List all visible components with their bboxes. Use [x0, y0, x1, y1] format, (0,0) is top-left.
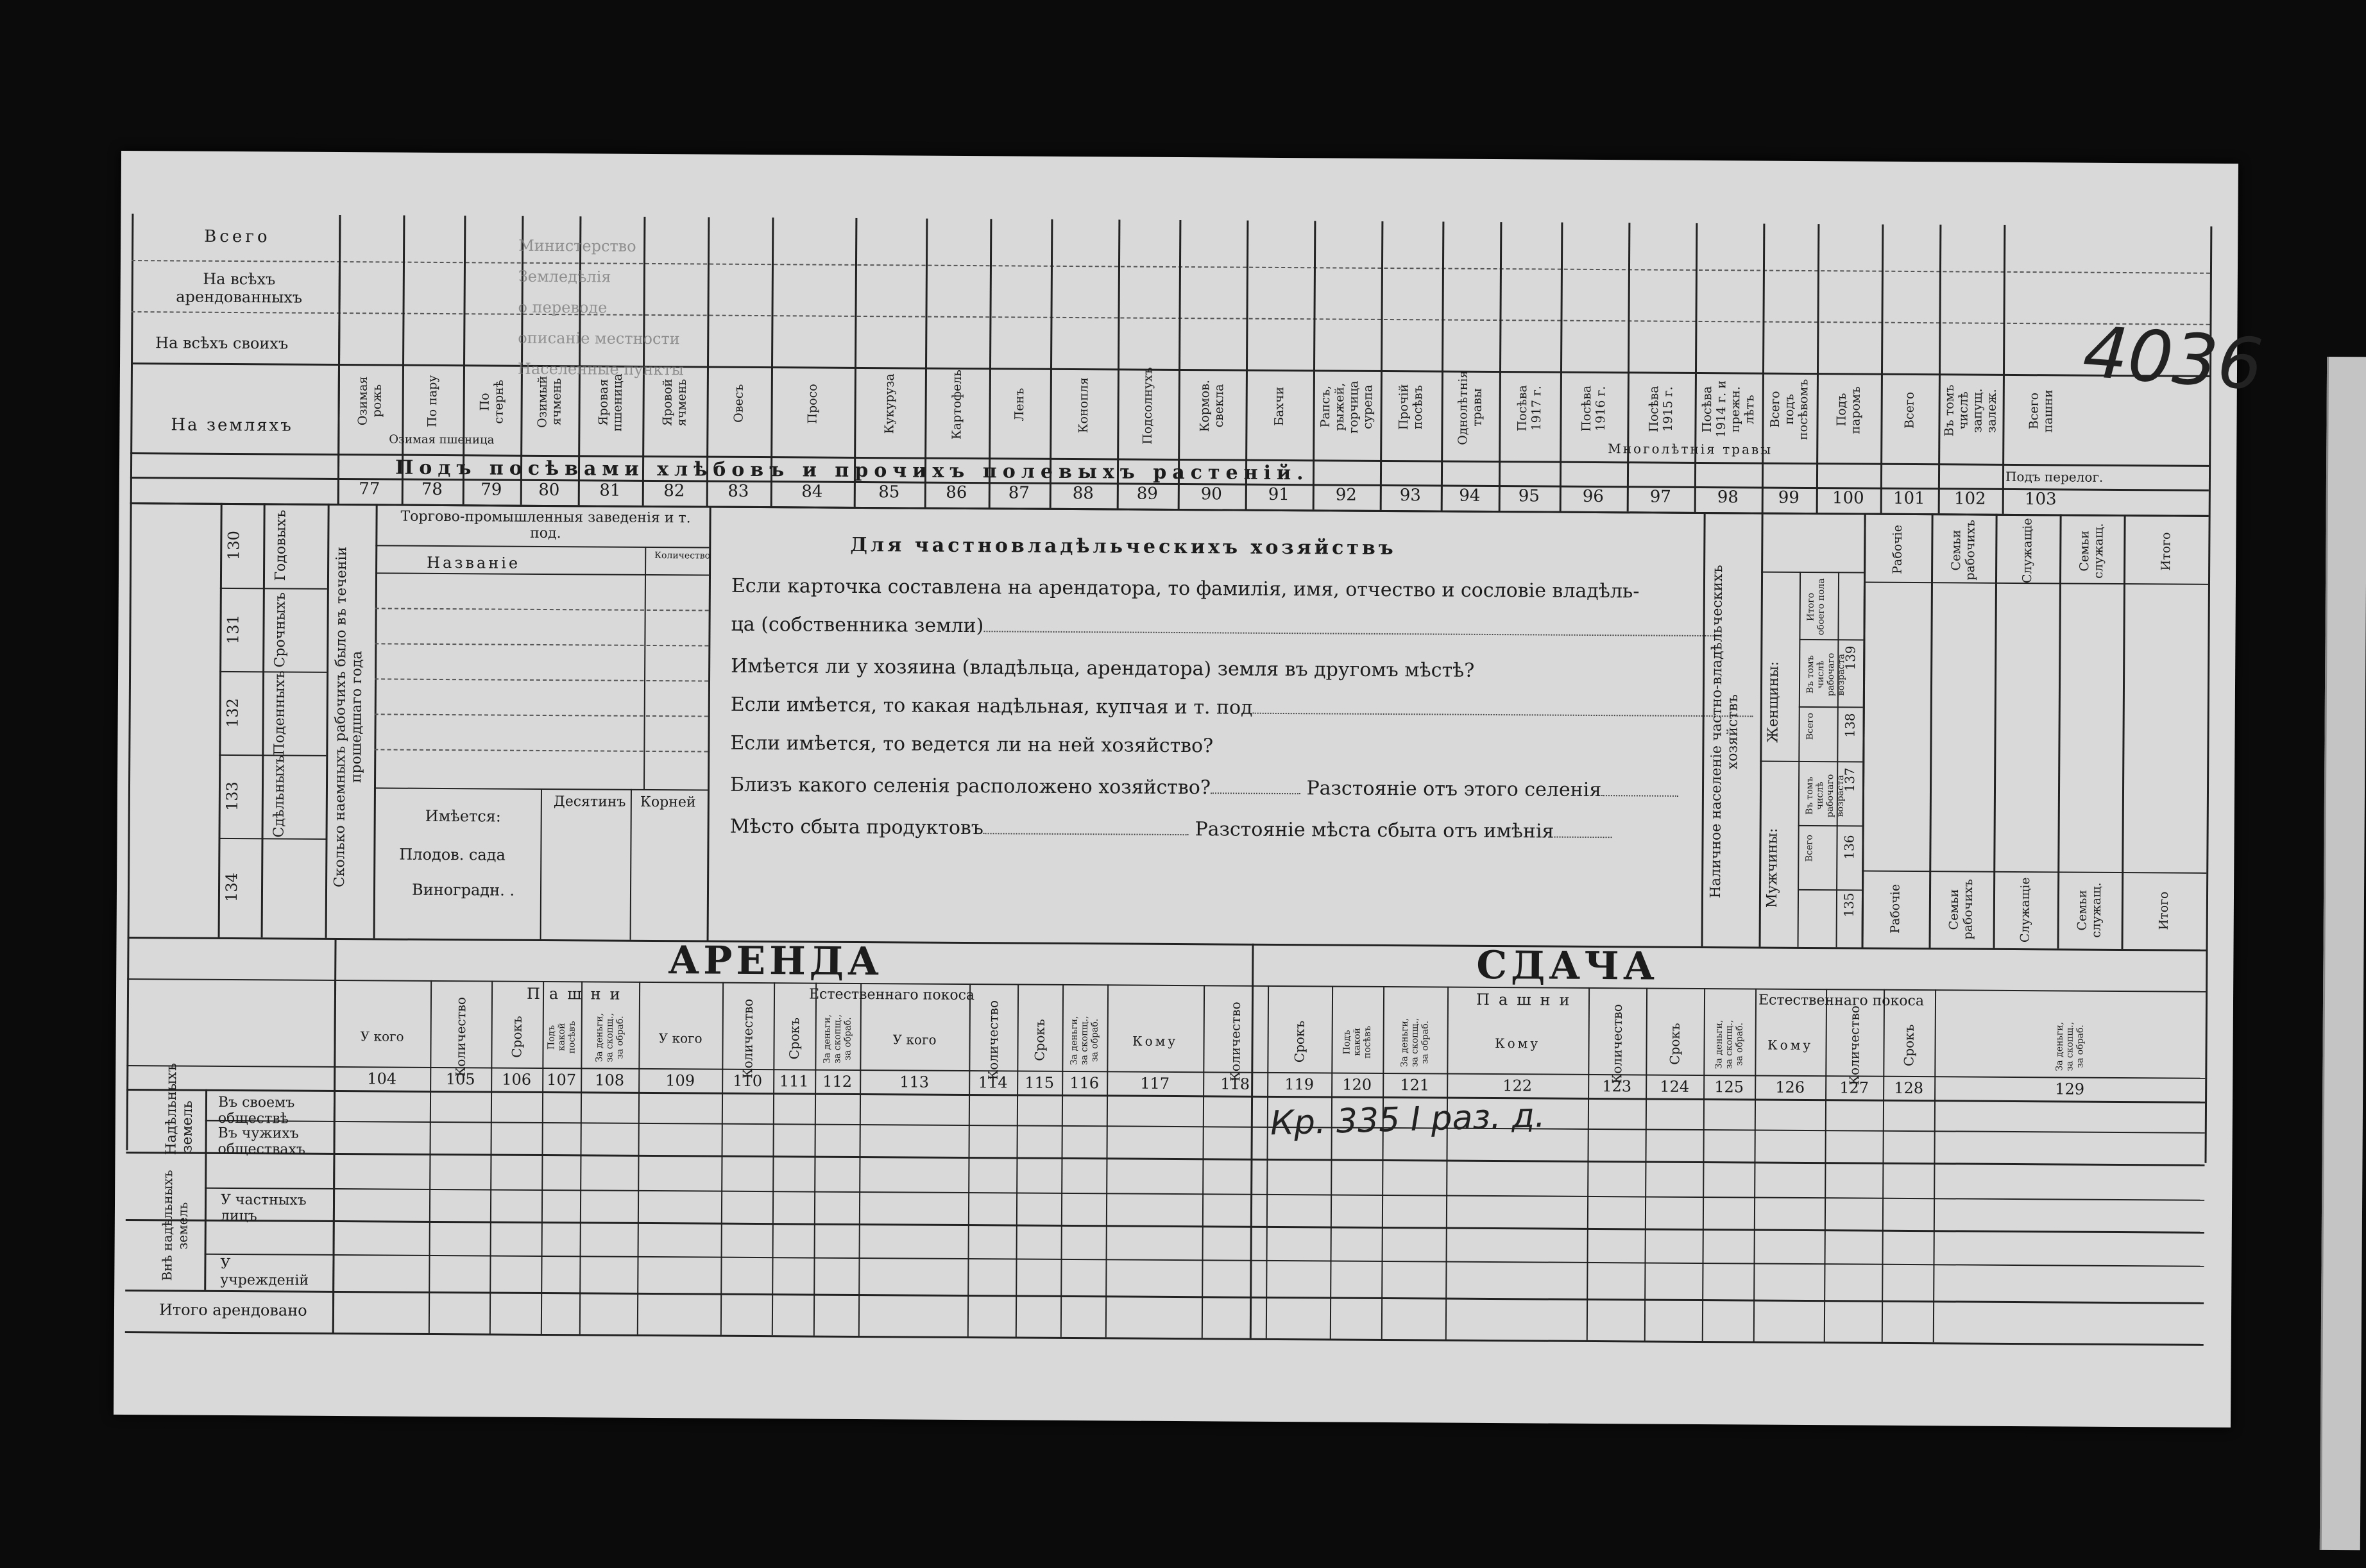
lease-col-header: За деньги, за скопщ., за обраб.: [594, 1012, 626, 1062]
lease-column-line: [1016, 984, 1019, 1336]
grid-line: [220, 588, 327, 590]
crop-number: 81: [599, 481, 621, 500]
crop-header: Бахчи: [1272, 386, 1287, 427]
grid-line: [127, 978, 2206, 993]
crop-number: 95: [1518, 486, 1540, 506]
population-number: 136: [1841, 835, 1857, 860]
itogo-label: Итого обоего пола: [1805, 578, 1827, 636]
lease-col-number: 120: [1342, 1075, 1372, 1094]
crop-number: 78: [421, 479, 443, 500]
crops-banner: Подъ посѣвами хлѣбовъ и прочихъ полевыхъ растеній.: [395, 456, 1309, 485]
lease-column-line: [967, 984, 971, 1336]
dashed-line: [375, 608, 709, 611]
crop-header: Овесъ: [731, 384, 746, 423]
lease-column-line: [1933, 989, 1936, 1342]
lease-column-line: [1202, 985, 1205, 1338]
population-number: 138: [1842, 713, 1858, 738]
lease-col-header: Кому: [1132, 1033, 1179, 1049]
women-label: Женщины:: [1765, 661, 1782, 743]
worker-col-label: Срочныхъ: [272, 592, 289, 668]
grid-line: [643, 547, 646, 790]
lease-col-header: Количество: [1846, 1005, 1862, 1086]
crop-header: Однолѣтнія травы: [1456, 370, 1485, 445]
question-owner-1: Если карточка составлена на арендатора, то фамилія, имя, отчество и сословіе владѣль-: [731, 574, 1640, 603]
staff-col-footer: Итого: [2156, 891, 2172, 930]
lease-column-line: [1060, 984, 1064, 1337]
grid-line: [707, 506, 711, 941]
lease-column-line: [1587, 987, 1590, 1340]
crop-header: Озимый ячмень: [535, 375, 564, 429]
lease-col-number: 108: [595, 1071, 625, 1089]
worker-col-label: Годовыхъ: [272, 509, 289, 581]
crop-number: 88: [1072, 484, 1094, 504]
crop-header: Всего подъ посѣвомъ: [1767, 379, 1811, 441]
arenda-pashni-label: Пашни: [526, 984, 629, 1003]
grid-line: [1798, 825, 1862, 827]
crop-header: Яровая пшеница: [596, 373, 625, 432]
lease-column-line: [813, 983, 817, 1336]
lease-column-line: [1882, 989, 1885, 1342]
lease-col-header: Подъ какой посѣвъ: [546, 1021, 577, 1054]
crop-header: По стернѣ: [477, 379, 506, 424]
grid-line: [1836, 572, 1840, 947]
lease-col-header: У кого: [360, 1028, 404, 1044]
grid-line: [325, 504, 330, 938]
grid-line: [1798, 889, 1862, 891]
crop-column-line: [1499, 222, 1502, 511]
row-chuzhikh-obshchestvakh: Въ чужихъ обществахъ: [217, 1125, 305, 1158]
arenda-heading: АРЕНДА: [668, 938, 883, 985]
lease-col-number: 116: [1069, 1073, 1100, 1093]
grid-line: [540, 788, 542, 939]
lease-col-header: Количество: [1609, 1003, 1625, 1084]
crop-header: Подъ паромъ: [1834, 386, 1863, 434]
lease-column-line: [541, 981, 544, 1334]
vsego-label-w: Всего: [1805, 712, 1816, 740]
mnogoletnie-label: Многолѣтнія травы: [1608, 441, 1773, 457]
staff-col-footer: Семьи рабочихъ: [1946, 879, 1976, 940]
grid-line: [1929, 513, 1934, 948]
crop-column-line: [1441, 222, 1445, 511]
dashed-line: [374, 749, 708, 752]
crop-column-line: [1816, 224, 1820, 513]
crop-number: 92: [1335, 485, 1357, 505]
crop-header: Въ томъ числѣ запущ. залеж.: [1942, 384, 1999, 437]
crop-header: Рапсъ, рыжей, горчица сурепа: [1318, 380, 1375, 434]
crop-number: 91: [1268, 484, 1289, 505]
grid-line: [1798, 572, 1801, 947]
crop-header: Посѣва 1914 г. и прежн. лѣтъ: [1699, 380, 1757, 438]
lease-column-line: [1644, 987, 1647, 1340]
dashed-line: [132, 260, 2210, 274]
crop-column-line: [1694, 223, 1698, 512]
row-svoem-obshchestve: Въ своемъ обществѣ: [217, 1094, 295, 1127]
grid-line: [1862, 513, 1866, 948]
crop-header: Прочій посѣвъ: [1396, 384, 1426, 430]
row-label-svoikh: На всѣхъ своихъ: [155, 334, 289, 353]
row-itogo-arendovano: Итого арендовано: [158, 1300, 307, 1320]
lease-col-number: 121: [1400, 1076, 1430, 1095]
lease-col-header: Количество: [985, 1000, 1001, 1080]
crop-number: 90: [1200, 484, 1222, 504]
question-market: Мѣсто сбыта продуктовъ Разстояніе мѣста сбыта отъ имѣнія: [730, 815, 1612, 843]
lease-column-line: [1105, 984, 1109, 1337]
lease-col-header: Срокъ: [509, 1016, 525, 1058]
question-other-land: Имѣется ли у хозяина (владѣльца, арендатора) земля въ другомъ мѣстѣ?: [731, 654, 1475, 682]
sdacha-pokos-label: Естественнаго покоса: [1758, 992, 1925, 1010]
vtom-label-w: Въ томъ числѣ рабочаго возраста: [1805, 652, 1847, 697]
crop-header: Посѣва 1917 г.: [1515, 384, 1544, 431]
lease-col-number: 109: [665, 1071, 695, 1090]
lease-col-header: Количество: [1227, 1001, 1243, 1082]
crop-number: 98: [1717, 488, 1739, 507]
imeetsya-label: Имѣется:: [425, 806, 502, 826]
lease-col-header: Кому: [1767, 1037, 1814, 1053]
crop-number: 86: [946, 482, 967, 503]
crop-header: Всего: [1902, 391, 1917, 429]
crop-number: 99: [1778, 488, 1800, 507]
staff-col-header: Служащіе: [2020, 518, 2035, 583]
worker-col-number: 134: [222, 873, 241, 903]
lease-col-header: Срокъ: [1667, 1023, 1683, 1066]
lease-col-header: Кому: [1495, 1035, 1541, 1051]
crop-number: 82: [663, 481, 685, 501]
row-label-na-zemlyakh: На земляхъ: [171, 415, 293, 436]
population-title: Наличное населеніе частно-владѣльческихъ хозяйствъ: [1707, 565, 1741, 899]
lease-col-header: Срокъ: [1032, 1019, 1048, 1061]
lease-col-header: За деньги, за скопщ., за обраб.: [1714, 1019, 1745, 1069]
crop-column-line: [337, 215, 341, 504]
crop-number: 83: [728, 481, 749, 501]
lease-col-number: 114: [978, 1073, 1008, 1092]
vsego-label-m: Всего: [1804, 834, 1815, 862]
worker-col-number: 130: [225, 531, 243, 561]
lease-col-number: 105: [445, 1070, 475, 1089]
grid-line: [375, 545, 709, 548]
lease-col-header: За деньги, за скопщ., за обраб.: [2054, 1021, 2086, 1071]
lease-column-line: [858, 983, 862, 1336]
lease-column-line: [1266, 985, 1269, 1338]
crop-column-line: [1560, 223, 1563, 511]
worker-col-label: Поденныхъ: [271, 670, 289, 756]
crop-number: 96: [1582, 486, 1604, 507]
grid-line: [1993, 514, 1998, 948]
crop-header: Конопля: [1076, 377, 1091, 434]
crop-column-line: [1627, 223, 1631, 511]
grid-line: [1862, 871, 2206, 874]
question-village: Близъ какого селенія расположено хозяйство? Разстояніе отъ этого селенія: [730, 774, 1678, 802]
lease-col-number: 104: [367, 1069, 397, 1088]
crop-column-line: [1938, 225, 1942, 513]
row-label-arendovannykh: На всѣхъ арендованныхъ: [176, 269, 303, 307]
korney-header: Корней: [640, 794, 696, 811]
lease-col-number: 111: [779, 1072, 809, 1091]
grid-line: [218, 838, 325, 840]
sdacha-heading: СДАЧА: [1476, 942, 1659, 989]
worker-col-number: 132: [223, 698, 242, 728]
trade-name-header: Названіе: [427, 553, 521, 572]
crop-number: 80: [538, 480, 560, 500]
grid-line: [205, 1120, 2205, 1134]
lease-col-number: 106: [502, 1070, 532, 1089]
lease-col-header: Срокъ: [786, 1018, 803, 1060]
staff-col-header: Семьи служащ.: [2077, 523, 2106, 579]
lease-col-number: 112: [822, 1072, 853, 1091]
grid-line: [373, 504, 378, 938]
crop-column-line: [1313, 221, 1316, 509]
lease-col-header: Срокъ: [1901, 1024, 1917, 1067]
lease-col-header: У кого: [658, 1030, 702, 1046]
lease-col-number: 129: [2055, 1080, 2085, 1098]
crop-header: Просо: [805, 383, 820, 424]
grid-line: [125, 1331, 2204, 1346]
lease-col-number: 122: [1502, 1077, 1533, 1095]
grid-line: [630, 789, 632, 940]
grid-line: [205, 1188, 2204, 1201]
worker-col-number: 133: [223, 781, 242, 812]
grid-line: [375, 572, 709, 575]
lease-column-line: [720, 982, 724, 1335]
arenda-pokos-label: Естественнаго покоса: [808, 986, 975, 1004]
dashed-line: [375, 678, 708, 681]
lease-col-header: За деньги, за скопщ., за обраб.: [822, 1014, 853, 1064]
dashed-line: [132, 311, 2210, 325]
lease-col-number: 115: [1025, 1073, 1055, 1092]
grid-line: [1701, 512, 1706, 946]
lease-col-number: 127: [1839, 1078, 1869, 1097]
crop-number: 93: [1399, 486, 1421, 506]
lease-col-number: 118: [1220, 1075, 1250, 1093]
crop-number: 89: [1136, 484, 1158, 504]
crop-header: Кормов. свекла: [1197, 380, 1227, 432]
crop-number: 102: [1953, 489, 1986, 509]
grid-line: [1799, 639, 1863, 641]
row-uchrezhdeniy: У учрежденій: [220, 1256, 309, 1289]
desyatin-header: Десятинъ: [553, 794, 626, 810]
grid-line: [1799, 706, 1863, 708]
crop-number: 97: [1649, 487, 1671, 507]
lease-column-line: [489, 980, 493, 1333]
crop-number: 79: [481, 480, 502, 500]
crop-number: 101: [1893, 488, 1925, 509]
lease-col-header: Срокъ: [1291, 1020, 1307, 1063]
staff-col-header: Семьи рабочихъ: [1949, 520, 1978, 581]
lease-column-line: [1702, 988, 1705, 1341]
crop-header: Яровой ячмень: [660, 379, 689, 427]
crop-column-line: [1762, 224, 1766, 513]
question-farming: Если имѣется, то ведется ли на ней хозяйство?: [730, 731, 1214, 758]
lease-col-header: За деньги, за скопщ., за обраб.: [1069, 1016, 1100, 1066]
crop-number: 87: [1008, 483, 1030, 503]
paper-stack-edge: [2320, 357, 2366, 1550]
grid-line: [218, 503, 223, 937]
lease-column-line: [1330, 985, 1333, 1338]
grid-line: [126, 1219, 2204, 1234]
grid-line: [1864, 582, 2208, 585]
row-chastnykh-lits: У частныхъ лицъ: [220, 1191, 307, 1225]
lease-column-line: [1445, 987, 1449, 1340]
question-owner-2: ца (собственника земли): [731, 613, 1721, 642]
worker-col-label: Сдѣльныхъ: [271, 755, 288, 838]
grid-line: [1761, 572, 1864, 574]
lease-col-header: Подъ какой посѣвъ: [1341, 1025, 1373, 1059]
population-number: 139: [1843, 645, 1859, 670]
grid-line: [204, 1089, 207, 1290]
pod-perelog-label: Подъ перелог.: [2005, 468, 2104, 485]
workers-title: Сколько наемныхъ рабочихъ было въ теченіи прошедшаго года: [332, 546, 366, 887]
lease-col-header: У кого: [892, 1031, 937, 1048]
lease-col-number: 107: [547, 1071, 577, 1089]
staff-col-footer: Рабочіе: [1888, 884, 1903, 934]
crop-number: 77: [359, 479, 380, 499]
vtom-label-m: Въ томъ числѣ рабочаго возраста: [1804, 774, 1846, 818]
left-border: [126, 214, 134, 1150]
crop-header: Кукуруза: [882, 373, 897, 434]
lease-column-line: [1753, 989, 1757, 1342]
grid-line: [125, 1290, 2204, 1304]
staff-col-footer: Служащіе: [2018, 877, 2033, 942]
lease-col-number: 110: [733, 1071, 763, 1091]
lease-col-number: 128: [1894, 1078, 1924, 1098]
lease-col-number: 117: [1140, 1074, 1170, 1093]
lease-col-header: Количество: [740, 998, 756, 1078]
lease-col-header: За деньги, за скопщ., за обраб.: [1399, 1018, 1431, 1068]
dashed-line: [375, 713, 708, 717]
lease-column-line: [1381, 986, 1384, 1339]
crop-column-line: [1880, 225, 1884, 513]
sdacha-pashni-label: Пашни: [1476, 990, 1579, 1009]
lease-col-number: 119: [1284, 1075, 1315, 1094]
vinograd-label: Виноградн. .: [411, 880, 515, 899]
crop-column-line: [1380, 221, 1384, 510]
staff-col-header: Рабочіе: [1890, 525, 1905, 575]
census-card-sheet: [114, 151, 2266, 1427]
stamp-mark: Министерство Земледѣлія о переводе описаніе местности Населенные пункты: [517, 236, 684, 379]
lease-column-line: [637, 982, 640, 1334]
row-label-vsego: Всего: [204, 226, 271, 247]
population-number: 135: [1841, 892, 1857, 917]
crop-header: Посѣва 1915 г.: [1646, 385, 1676, 432]
lease-col-number: 124: [1660, 1077, 1690, 1096]
vne-nadelnykh-label: Внѣ надѣльныхъ земель: [159, 1170, 191, 1281]
men-label: Мужчины:: [1764, 828, 1781, 908]
staff-col-footer: Семьи служащ.: [2075, 882, 2104, 939]
worker-col-number: 131: [224, 615, 243, 645]
lease-column-line: [579, 981, 583, 1334]
crop-header: Посѣва 1916 г.: [1579, 385, 1608, 432]
crop-header: Ленъ: [1012, 388, 1027, 422]
plodov-sada-label: Плодов. сада: [399, 845, 506, 864]
grid-line: [2122, 515, 2126, 949]
staff-col-header: Итого: [2159, 532, 2174, 571]
grid-line: [1250, 944, 1254, 1338]
lease-column-line: [429, 980, 432, 1333]
crop-header: Подсолнухъ: [1140, 366, 1155, 445]
nadelnykh-label: Надѣльныхъ земель: [163, 1062, 196, 1155]
lease-column-line: [772, 982, 775, 1335]
crop-header: По пару: [425, 375, 440, 428]
lease-col-header: Количество: [452, 996, 469, 1077]
crop-number: 94: [1459, 486, 1481, 506]
grid-line: [205, 1254, 2204, 1267]
private-farms-title: Для частновладѣльческихъ хозяйствъ: [850, 533, 1397, 560]
grid-line: [261, 503, 266, 937]
crop-header: Озимая рожь: [355, 376, 384, 426]
trade-qty-header: Количество: [654, 550, 711, 561]
population-number: 137: [1841, 767, 1858, 792]
crop-header: Всего пашни: [2027, 389, 2055, 433]
handwritten-card-number: 4036: [2080, 311, 2266, 406]
crop-number: 103: [2024, 490, 2057, 509]
grid-line: [126, 1152, 2204, 1166]
crop-number: 85: [878, 482, 900, 502]
dashed-line: [375, 643, 708, 646]
lease-col-number: 125: [1714, 1078, 1744, 1096]
trade-title: Торгово-промышленныя заведенія и т. под.: [400, 508, 691, 542]
lease-col-number: 113: [899, 1073, 930, 1091]
grid-line: [2057, 514, 2062, 948]
crop-number: 100: [1832, 488, 1864, 508]
lease-col-number: 123: [1602, 1077, 1632, 1096]
lease-column-line: [1824, 989, 1827, 1342]
ozimaya-pshenitsa-label: Озимая пшеница: [389, 432, 495, 447]
crop-header: Картофель: [949, 369, 964, 439]
handwritten-annotation: Кр. 335 I раз. д.: [1270, 1096, 1546, 1143]
crop-number: 84: [801, 482, 823, 502]
grid-line: [1759, 513, 1764, 947]
question-land-type: Если имѣется, то какая надѣльная, купчая и т. под: [731, 694, 1753, 722]
grid-line: [1760, 761, 1862, 763]
lease-col-number: 126: [1775, 1078, 1805, 1096]
